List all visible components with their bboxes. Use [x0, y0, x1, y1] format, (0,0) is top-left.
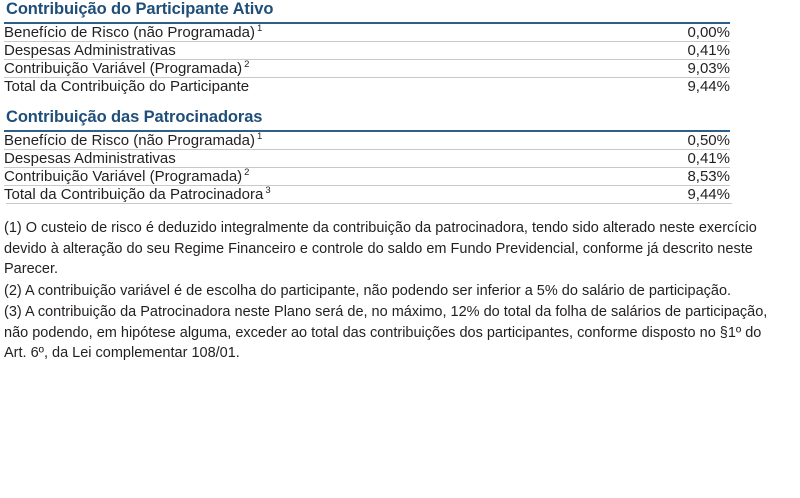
- footnote-3: (3) A contribuição da Patrocinadora neste Plano será de, no máximo, 12% do total da folha de salários de participação, não podendo, em hipótese alguma, exceder ao total das contribuições dos participantes, conforme disposto no §1º do Art. 6º, da Lei complementar 108/01.: [4, 304, 768, 361]
- table-row: [4, 150, 730, 168]
- row-label: [4, 186, 630, 204]
- row-label-text: Total da Contribuição da Patrocinadora: [4, 186, 264, 203]
- footnotes: [4, 218, 784, 364]
- contribution-table: [4, 24, 730, 95]
- row-label-text: Despesas Administrativas: [4, 42, 176, 59]
- footnote-marker: 2: [244, 59, 250, 70]
- footnote-marker: 1: [256, 23, 263, 34]
- row-value: 8,53%: [630, 168, 730, 186]
- table-row: [4, 42, 730, 60]
- row-label: [4, 78, 627, 96]
- contribution-table: [4, 132, 730, 203]
- contribution-section-sponsors: [4, 108, 730, 204]
- row-value: 9,44%: [630, 186, 730, 204]
- row-value: 0,00%: [687, 24, 730, 41]
- footnote-marker: [176, 41, 178, 52]
- footnote-2: (2) A contribuição variável é de escolha do participante, não podendo ser inferior a 5% do salário de participação.: [4, 282, 732, 299]
- table-row-total: [4, 186, 730, 204]
- row-value: 0,41%: [627, 42, 730, 60]
- footnote-marker: [249, 77, 251, 88]
- table-row: [4, 24, 730, 42]
- section-title: Contribuição das Patrocinadoras: [4, 108, 730, 132]
- footnote-1: (1) O custeio de risco é deduzido integralmente da contribuição da patrocinadora, tendo sido alterado neste exercício devido à alteração do seu Regime Financeiro e controle do saldo em Fundo Previdencial, conforme já descrito neste Parecer.: [4, 220, 757, 277]
- table-row: [4, 168, 730, 186]
- row-label-text: Benefício de Risco (não Programada): [4, 24, 255, 41]
- footnote-marker: 3: [265, 185, 271, 196]
- row-value: 9,03%: [627, 60, 730, 78]
- row-label-text: Benefício de Risco (não Programada): [4, 132, 255, 149]
- row-label-text: Total da Contribuição do Participante: [4, 78, 250, 95]
- table-row: [4, 132, 730, 150]
- row-label-text: Contribuição Variável (Programada): [4, 60, 243, 77]
- section-gap: [2, 95, 798, 108]
- footnote-marker: 2: [244, 167, 250, 178]
- row-label: [4, 132, 630, 150]
- table-row: [4, 60, 730, 78]
- row-value: 9,44%: [627, 78, 730, 96]
- row-label: [4, 60, 627, 78]
- section-title: Contribuição do Participante Ativo: [4, 0, 730, 24]
- row-value: 0,41%: [630, 150, 730, 168]
- table-row-total: [4, 78, 730, 96]
- row-label-text: Despesas Administrativas: [4, 150, 176, 167]
- contribution-section-participant: [4, 0, 730, 95]
- footnote-marker: [176, 149, 178, 160]
- row-label: [4, 24, 627, 42]
- table-bottom-rule: [6, 203, 732, 204]
- row-label: [4, 150, 630, 168]
- row-label: [4, 42, 627, 60]
- row-label-text: Contribuição Variável (Programada): [4, 168, 243, 185]
- footnote-marker: 1: [256, 131, 263, 142]
- row-value: 0,50%: [687, 132, 730, 149]
- row-label: [4, 168, 630, 186]
